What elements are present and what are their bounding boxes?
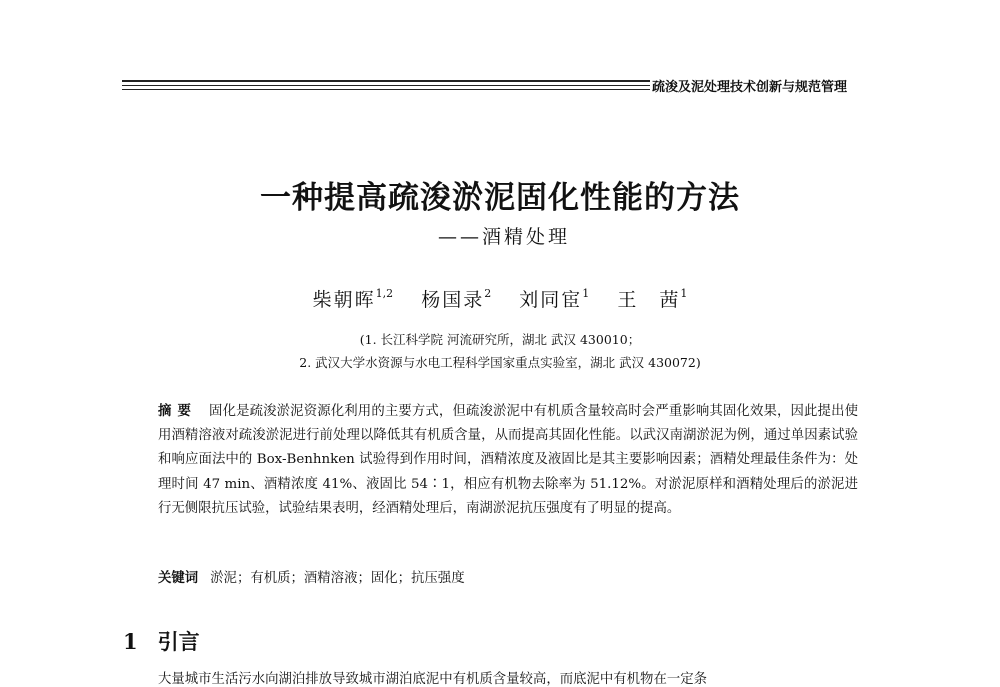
keywords-text: 淤泥；有机质；酒精溶液；固化；抗压强度	[210, 571, 465, 586]
author: 王 茜$^1$	[617, 287, 688, 311]
abstract-text: 固化是疏浚淤泥资源化利用的主要方式，但疏浚淤泥中有机质含量较高时会严重影响其固化效果，因此提出使用酒精溶液对疏浚淤泥进行前处理以降低其有机质含量，从而提高其固化性能。以武汉南湖淤泥为例，通过单因素试验和响应面法中的 Box-Benhnken 试验得到作用时间，酒精浓度及液固比是其主要影响因素；酒精处理最佳条件为：处理时间 47 min、酒精浓度 41%、液固比 54∶1，相应有机物去除率为 51.12%。对淤泥原样和酒精处理后的淤泥进行无侧限抗压试验，试验结果表明，经酒精处理后，南湖淤泥抗压强度有了明显的提高。	[158, 404, 858, 516]
journal-section-name: 疏浚及泥处理技术创新与规范管理	[652, 80, 848, 95]
paper-title: 一种提高疏浚淤泥固化性能的方法	[260, 180, 740, 216]
section-title: 引言	[157, 630, 200, 654]
keywords-label: 关键词	[158, 571, 199, 586]
author: 柴朝晖$^{1,2}$	[312, 287, 394, 311]
body-text-line: 大量城市生活污水向湖泊排放导致城市湖泊底泥中有机质含量较高，而底泥中有机物在一定条	[158, 672, 708, 687]
author: 杨国录$^2$	[421, 287, 492, 311]
section-heading	[123, 626, 200, 656]
header-rule	[122, 80, 650, 94]
author-list	[0, 285, 1000, 312]
affiliation-1: (1. 长江科学院 河流研究所，湖北 武汉 430010；	[359, 332, 641, 347]
keywords	[158, 567, 858, 586]
affiliation-2: 2. 武汉大学水资源与水电工程科学国家重点实验室，湖北 武汉 430072)	[299, 355, 701, 370]
abstract	[158, 400, 858, 521]
paper-subtitle: ——酒精处理	[437, 226, 570, 248]
author: 刘同宦$^1$	[519, 287, 590, 311]
abstract-label: 摘要	[158, 404, 198, 419]
section-number: 1	[123, 629, 138, 654]
